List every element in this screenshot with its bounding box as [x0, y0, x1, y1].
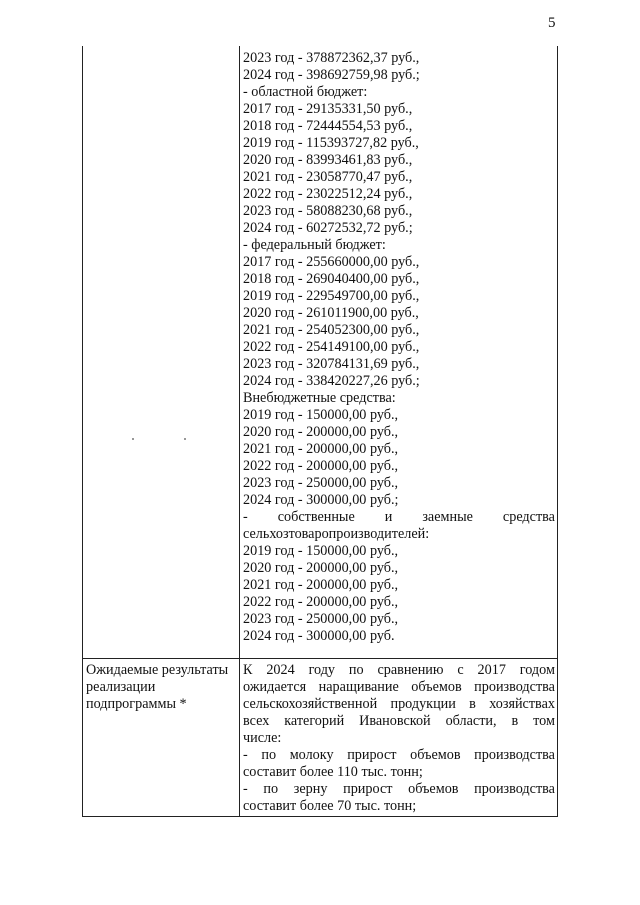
funding-line: 2019 год - 115393727,82 руб.,: [243, 135, 419, 151]
scan-speck: [132, 438, 134, 440]
results-word: прирост: [343, 781, 393, 797]
results-text-line: [243, 730, 555, 747]
results-text-line: [243, 781, 555, 798]
funding-line: сельхозтоваропроизводителей:: [243, 526, 430, 542]
results-word: по: [263, 781, 279, 797]
funding-line: 2022 год - 23022512,24 руб.,: [243, 186, 413, 202]
results-word: 2017: [477, 662, 506, 678]
results-word: объемов: [410, 747, 461, 763]
table-row-divider: [82, 658, 558, 659]
funding-line: 2024 год - 300000,00 руб.;: [243, 492, 399, 508]
results-word: году: [308, 662, 336, 678]
results-text-line: [243, 764, 555, 781]
results-word: тонн;: [390, 764, 423, 780]
results-word: категорий: [284, 713, 345, 729]
own-funds-word: заемные: [422, 509, 473, 525]
results-word: молоку: [289, 747, 334, 763]
results-word: сравнению: [377, 662, 444, 678]
results-word: сельскохозяйственной: [243, 696, 378, 712]
funding-line: 2024 год - 60272532,72 руб.;: [243, 220, 413, 236]
funding-line: 2019 год - 150000,00 руб.,: [243, 407, 399, 423]
funding-line: 2022 год - 200000,00 руб.,: [243, 458, 399, 474]
results-text-line: [243, 747, 555, 764]
funding-line: 2020 год - 261011900,00 руб.,: [243, 305, 419, 321]
own-funds-word: -: [243, 509, 248, 525]
results-word: 70: [337, 798, 352, 814]
results-word: зерну: [293, 781, 328, 797]
results-word: тыс.: [354, 798, 381, 814]
funding-line: - федеральный бюджет:: [243, 237, 386, 253]
funding-line: 2023 год - 58088230,68 руб.,: [243, 203, 413, 219]
funding-lines-bottom: [243, 526, 555, 645]
results-word: ожидается: [243, 679, 307, 695]
results-word: по: [348, 662, 364, 678]
funding-line: 2019 год - 229549700,00 руб.,: [243, 288, 420, 304]
funding-line: 2022 год - 254149100,00 руб.,: [243, 339, 420, 355]
results-text-line: [243, 696, 555, 713]
results-word: годом: [519, 662, 555, 678]
funding-line: 2018 год - 72444554,53 руб.,: [243, 118, 413, 134]
results-label-line: Ожидаемые результаты: [86, 662, 229, 678]
results-word: Ивановской: [359, 713, 431, 729]
page-number: 5: [548, 15, 556, 31]
funding-line: 2020 год - 200000,00 руб.,: [243, 560, 399, 576]
results-word: более: [299, 764, 334, 780]
funding-line: 2021 год - 254052300,00 руб.,: [243, 322, 420, 338]
scan-speck: [184, 438, 186, 440]
table-border-right: [557, 46, 558, 817]
results-word: К: [243, 662, 253, 678]
own-funds-word: средства: [502, 509, 555, 525]
results-word: производства: [474, 679, 555, 695]
funding-line: 2019 год - 150000,00 руб.,: [243, 543, 399, 559]
funding-line: 2024 год - 338420227,26 руб.;: [243, 373, 420, 389]
results-word: объемов: [411, 679, 462, 695]
results-word: объемов: [408, 781, 459, 797]
funding-line: 2023 год - 378872362,37 руб.,: [243, 50, 420, 66]
results-label-line: подпрограммы *: [86, 696, 187, 712]
table-column-divider: [239, 46, 240, 817]
results-word: более: [299, 798, 334, 814]
funding-line: 2023 год - 250000,00 руб.,: [243, 611, 399, 627]
funding-line: 2021 год - 200000,00 руб.,: [243, 577, 399, 593]
results-text-line: [243, 662, 555, 679]
funding-line: 2020 год - 200000,00 руб.,: [243, 424, 399, 440]
funding-cell: [243, 50, 555, 645]
results-word: составит: [243, 798, 297, 814]
results-text-line: [243, 679, 555, 696]
results-text-line: [243, 713, 555, 730]
table-border-left: [82, 46, 83, 817]
results-word: составит: [243, 764, 297, 780]
funding-line: 2018 год - 269040400,00 руб.,: [243, 271, 420, 287]
funding-line: Внебюджетные средства:: [243, 390, 396, 406]
funding-lines-top: [243, 50, 555, 509]
results-word: -: [243, 781, 248, 797]
funding-line: 2021 год - 23058770,47 руб.,: [243, 169, 413, 185]
results-word: тонн;: [383, 798, 417, 814]
results-text-line: [243, 798, 555, 815]
results-word: хозяйствах: [489, 696, 555, 712]
results-word: продукции: [390, 696, 456, 712]
table-border-bottom: [82, 816, 558, 817]
results-word: -: [243, 747, 248, 763]
program-passport-table: [82, 46, 558, 817]
funding-line: 2023 год - 320784131,69 руб.,: [243, 356, 420, 372]
results-word: области,: [445, 713, 497, 729]
results-word: в: [511, 713, 519, 729]
own-funds-heading: [243, 509, 555, 526]
funding-line: 2017 год - 255660000,00 руб.,: [243, 254, 420, 270]
results-word: производства: [474, 781, 555, 797]
funding-line: 2022 год - 200000,00 руб.,: [243, 594, 399, 610]
results-word: 2024: [266, 662, 295, 678]
results-word: тыс.: [361, 764, 388, 780]
results-word: всех: [243, 713, 270, 729]
results-word: прирост: [347, 747, 397, 763]
results-word: том: [533, 713, 555, 729]
expected-results-label: [86, 662, 238, 713]
results-label-line: реализации: [86, 679, 156, 695]
expected-results-text: [243, 662, 555, 815]
funding-line: 2017 год - 29135331,50 руб.,: [243, 101, 413, 117]
funding-line: 2023 год - 250000,00 руб.,: [243, 475, 399, 491]
funding-line: 2024 год - 300000,00 руб.: [243, 628, 395, 644]
results-word: наращивание: [318, 679, 399, 695]
results-word: 110: [337, 764, 358, 780]
results-word: по: [261, 747, 277, 763]
results-word: производства: [474, 747, 555, 763]
results-word: с: [457, 662, 464, 678]
results-word: числе:: [243, 730, 282, 746]
results-word: в: [469, 696, 476, 712]
funding-line: 2021 год - 200000,00 руб.,: [243, 441, 399, 457]
own-funds-word: и: [384, 509, 393, 525]
funding-line: - областной бюджет:: [243, 84, 368, 100]
funding-line: 2020 год - 83993461,83 руб.,: [243, 152, 413, 168]
own-funds-word: собственные: [277, 509, 355, 525]
funding-line: 2024 год - 398692759,98 руб.;: [243, 67, 420, 83]
